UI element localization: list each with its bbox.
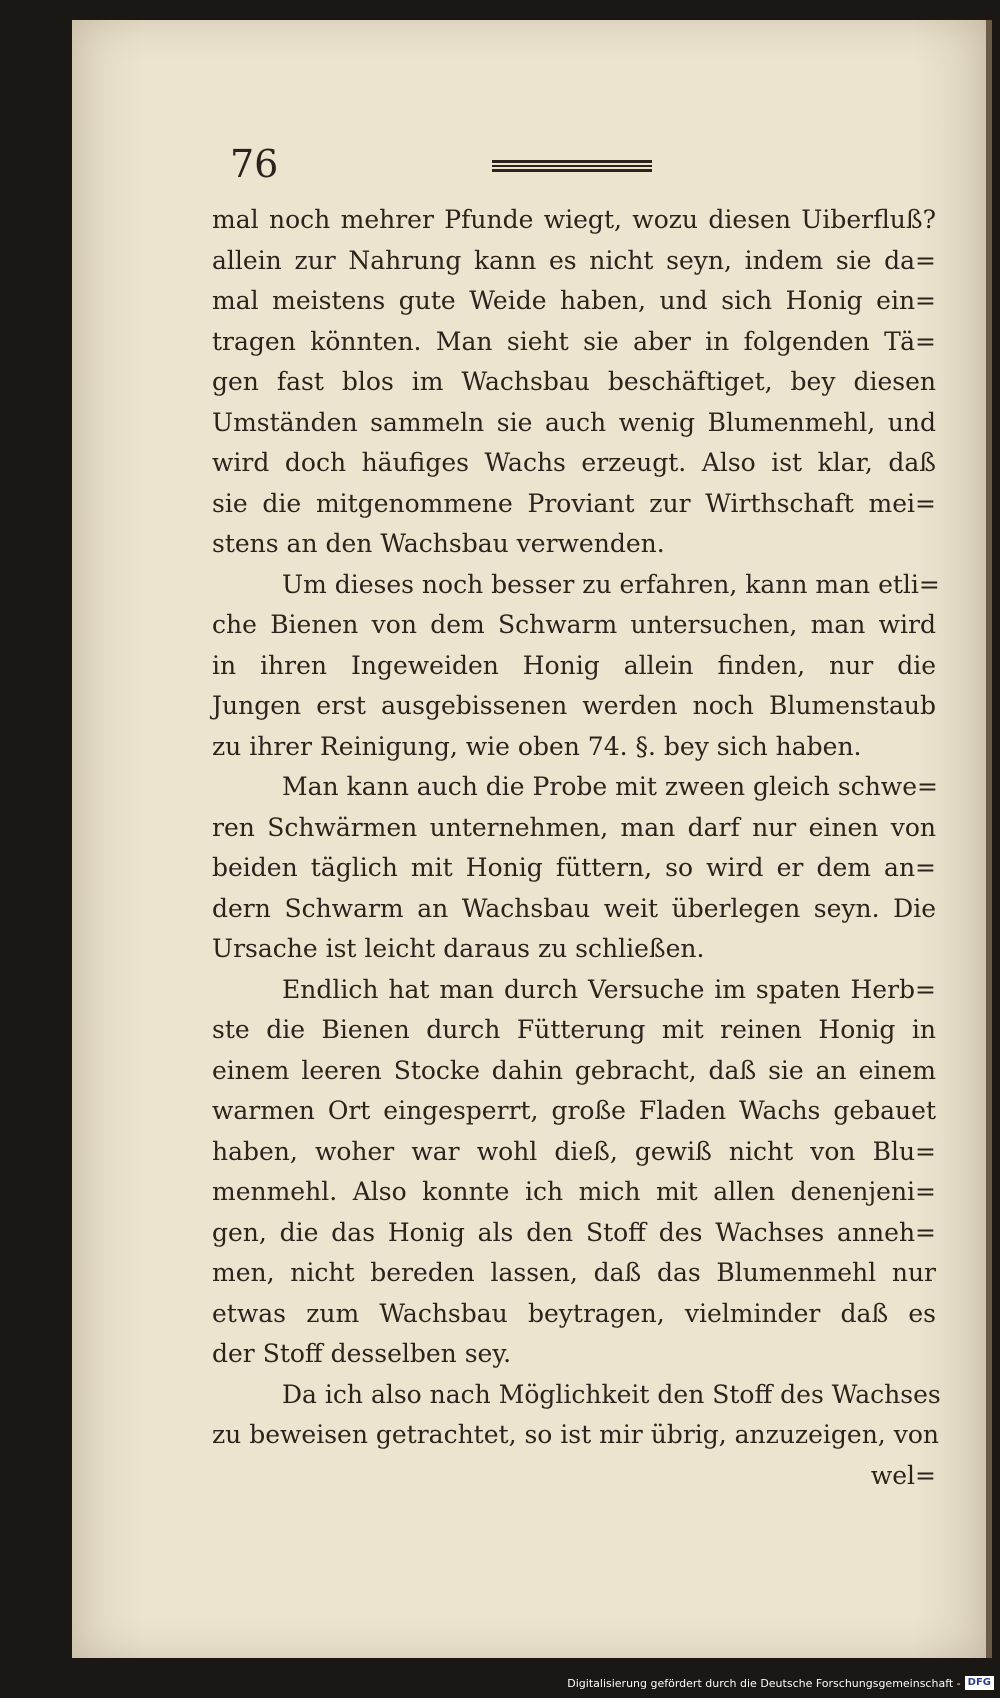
text-line: Endlich hat man durch Versuche im spaten Herb= [282,974,936,1004]
text-line: mal noch mehrer Pfunde wiegt, wozu diesen Uiberfluß? [212,205,936,234]
text-line: Umständen sammeln sie auch wenig Blumenmehl, und [212,407,936,437]
text-line: ste die Bienen durch Fütterung mit reinen Honig in [212,1015,936,1044]
footer-text: Digitalisierung gefördert durch die Deutsche Forschungsgemeinschaft - [567,1676,961,1690]
text-line: Ursache ist leicht daraus zu schließen. [212,934,705,963]
text-line: gen fast blos im Wachsbau beschäftiget, bey diesen [212,367,936,396]
text-line: gen, die das Honig als den Stoff des Wachses anneh= [212,1217,936,1247]
text-line: Jungen erst ausgebissenen werden noch Blumenstaub [212,691,936,720]
text-line: wird doch häufiges Wachs erzeugt. Also ist klar, daß [212,448,936,477]
text-line: etwas zum Wachsbau beytragen, vielminder daß es [212,1298,936,1328]
dfg-logo: DFG [965,1676,994,1690]
text-line: mal meistens gute Weide haben, und sich Honig ein= [212,286,936,315]
text-line: dern Schwarm an Wachsbau weit überlegen seyn. Die [212,893,936,923]
text-line: warmen Ort eingesperrt, große Fladen Wachs gebauet [212,1096,936,1125]
text-line: allein zur Nahrung kann es nicht seyn, indem sie da= [212,245,936,275]
text-line: che Bienen von dem Schwarm untersuchen, man wird [212,610,936,639]
text-line: ren Schwärmen unternehmen, man darf nur einen von [212,812,936,842]
header-rule-ornament [492,160,652,172]
text-line: Um dieses noch besser zu erfahren, kann man etli= [282,569,940,599]
text-line: Man kann auch die Probe mit zween gleich schwe= [282,772,938,801]
text-line: einem leeren Stocke dahin gebracht, daß sie an einem [212,1055,936,1085]
text-line: in ihren Ingeweiden Honig allein finden, nur die [212,650,936,680]
text-line: Da ich also nach Möglichkeit den Stoff des Wachses [282,1379,941,1409]
text-line: men, nicht bereden lassen, daß das Blumenmehl nur [212,1258,936,1287]
text-line: sie die mitgenommene Proviant zur Wirthschaft mei= [212,488,936,518]
text-line: der Stoff desselben sey. [212,1339,512,1368]
text-line: tragen könnten. Man sieht sie aber in folgenden Tä= [212,326,936,356]
text-line: zu beweisen getrachtet, so ist mir übrig, anzuzeigen, von [212,1420,939,1449]
text-line: beiden täglich mit Honig füttern, so wird er dem an= [212,853,936,882]
text-line: haben, woher war wohl dieß, gewiß nicht von Blu= [212,1136,936,1166]
text-line: menmehl. Also konnte ich mich mit allen denenjeni= [212,1177,936,1206]
text-line: zu ihrer Reinigung, wie oben 74. §. bey sich haben. [212,731,862,761]
text-line: stens an den Wachsbau verwenden. [212,529,665,558]
page-edge [986,20,992,1658]
page-number: 76 [230,142,279,186]
digitization-footer [567,1672,994,1694]
catchword: wel= [870,1460,936,1490]
body-text [212,200,941,1496]
